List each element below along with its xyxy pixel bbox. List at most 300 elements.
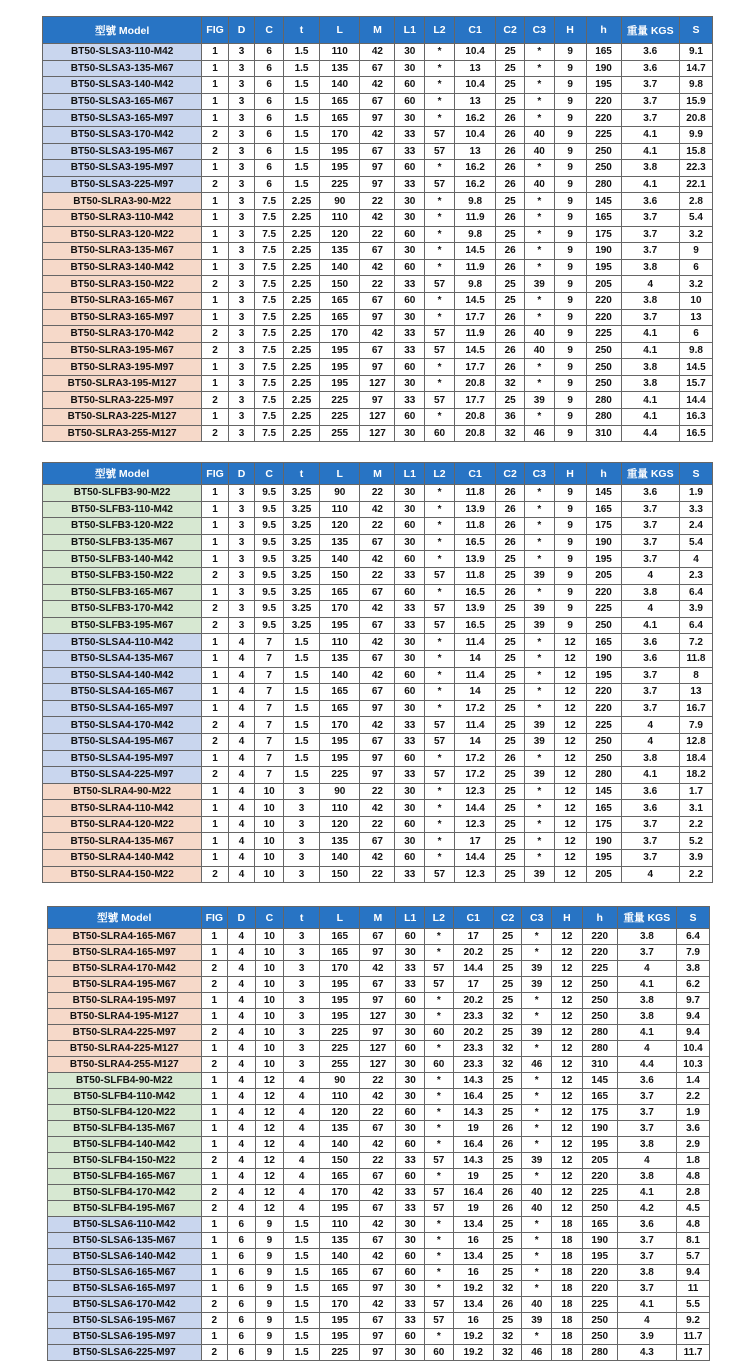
- cell-h-upper: 12: [554, 767, 586, 784]
- cell-c: 12: [255, 1137, 284, 1153]
- cell-l1: 33: [395, 392, 425, 409]
- cell-d: 3: [228, 176, 255, 193]
- cell-l2: 57: [425, 977, 454, 993]
- cell-d: 3: [228, 359, 255, 376]
- cell-c: 6: [255, 176, 284, 193]
- cell-h-lower: 165: [586, 800, 621, 817]
- cell-t: 3: [284, 1025, 320, 1041]
- cell-h-lower: 195: [582, 1137, 617, 1153]
- cell-c3: *: [524, 209, 554, 226]
- cell-d: 4: [228, 993, 256, 1009]
- cell-h-lower: 165: [582, 1217, 617, 1233]
- cell-c3: 39: [524, 767, 554, 784]
- cell-s: 9.7: [677, 993, 710, 1009]
- cell-l: 120: [320, 518, 360, 535]
- cell-l: 110: [320, 209, 360, 226]
- column-header-t: t: [283, 17, 319, 44]
- cell-fig: 1: [201, 945, 227, 961]
- cell-l2: *: [425, 584, 455, 601]
- cell-l: 195: [320, 359, 360, 376]
- cell-c2: 25: [493, 1249, 522, 1265]
- cell-h-lower: 250: [582, 1009, 617, 1025]
- cell-h-lower: 190: [586, 534, 621, 551]
- table-row: [48, 1185, 710, 1201]
- cell-h-lower: 195: [586, 259, 621, 276]
- cell-m: 22: [360, 276, 395, 293]
- cell-s: 9.4: [677, 1009, 710, 1025]
- cell-c2: 25: [496, 292, 525, 309]
- cell-h-lower: 145: [586, 193, 621, 210]
- cell-weight: 3.6: [621, 634, 679, 651]
- cell-c: 10: [255, 816, 284, 833]
- cell-m: 67: [360, 684, 395, 701]
- cell-l1: 60: [395, 584, 425, 601]
- cell-c2: 26: [496, 342, 525, 359]
- cell-weight: 3.8: [617, 1265, 676, 1281]
- cell-c3: 40: [524, 176, 554, 193]
- cell-c: 9.5: [255, 601, 284, 618]
- cell-l2: *: [425, 259, 455, 276]
- cell-fig: 1: [202, 700, 229, 717]
- model-cell: BT50-SLSA6-195-M67: [48, 1313, 202, 1329]
- model-cell: BT50-SLRA4-140-M42: [43, 850, 202, 867]
- cell-h-upper: 9: [554, 551, 586, 568]
- cell-s: 3.9: [679, 601, 712, 618]
- cell-weight: 3.6: [621, 44, 679, 61]
- cell-c3: *: [524, 518, 554, 535]
- cell-t: 1.5: [283, 126, 319, 143]
- cell-weight: 3.7: [621, 700, 679, 717]
- cell-s: 2.4: [679, 518, 712, 535]
- cell-c1: 17.2: [454, 767, 495, 784]
- cell-fig: 2: [201, 1057, 227, 1073]
- cell-c: 9.5: [255, 534, 284, 551]
- model-cell: BT50-SLSA6-140-M42: [48, 1249, 202, 1265]
- cell-t: 3: [284, 961, 320, 977]
- cell-l2: *: [425, 160, 455, 177]
- cell-c1: 20.8: [454, 375, 495, 392]
- cell-l: 135: [320, 650, 360, 667]
- cell-d: 4: [228, 733, 255, 750]
- cell-l2: *: [425, 409, 455, 426]
- table-row: [48, 929, 710, 945]
- table-row: [48, 1153, 710, 1169]
- cell-fig: 1: [201, 1329, 227, 1345]
- cell-d: 3: [228, 193, 255, 210]
- cell-t: 2.25: [283, 259, 319, 276]
- cell-l2: *: [425, 93, 455, 110]
- cell-d: 4: [228, 1025, 256, 1041]
- cell-l1: 60: [395, 551, 425, 568]
- cell-c3: *: [522, 929, 552, 945]
- cell-s: 14.7: [679, 60, 712, 77]
- cell-m: 22: [360, 783, 395, 800]
- cell-d: 3: [228, 276, 255, 293]
- cell-fig: 1: [202, 485, 229, 502]
- cell-h-lower: 205: [586, 866, 621, 883]
- cell-l1: 30: [396, 1089, 425, 1105]
- cell-fig: 1: [201, 993, 227, 1009]
- cell-h-upper: 12: [552, 1185, 583, 1201]
- table-row: [48, 961, 710, 977]
- cell-h-upper: 9: [554, 342, 586, 359]
- cell-c3: *: [522, 1233, 552, 1249]
- cell-weight: 3.7: [621, 518, 679, 535]
- cell-c: 7: [255, 733, 284, 750]
- cell-d: 4: [228, 1105, 256, 1121]
- cell-fig: 1: [201, 1105, 227, 1121]
- cell-m: 127: [360, 1009, 396, 1025]
- cell-h-lower: 250: [582, 1201, 617, 1217]
- cell-c3: 39: [522, 1025, 552, 1041]
- cell-c1: 11.9: [454, 259, 495, 276]
- cell-d: 6: [228, 1281, 256, 1297]
- cell-m: 97: [360, 110, 395, 127]
- cell-c2: 25: [496, 77, 525, 94]
- cell-d: 6: [228, 1249, 256, 1265]
- cell-d: 3: [228, 567, 255, 584]
- cell-c3: *: [522, 945, 552, 961]
- cell-l2: *: [425, 60, 455, 77]
- cell-s: 3.9: [679, 850, 712, 867]
- cell-h-upper: 9: [554, 60, 586, 77]
- cell-s: 5.4: [679, 209, 712, 226]
- cell-m: 22: [360, 1105, 396, 1121]
- cell-fig: 1: [202, 259, 229, 276]
- cell-s: 15.9: [679, 93, 712, 110]
- cell-fig: 2: [201, 1297, 227, 1313]
- cell-weight: 3.8: [617, 993, 676, 1009]
- cell-h-lower: 250: [586, 733, 621, 750]
- model-cell: BT50-SLFB4-135-M67: [48, 1121, 202, 1137]
- cell-weight: 3.8: [617, 1137, 676, 1153]
- cell-l2: *: [425, 1233, 454, 1249]
- cell-h-upper: 12: [554, 634, 586, 651]
- cell-h-lower: 250: [586, 160, 621, 177]
- table-row: [43, 501, 713, 518]
- cell-s: 9.8: [679, 77, 712, 94]
- table-row: [48, 1073, 710, 1089]
- table-row: [43, 783, 713, 800]
- table-row: [43, 143, 713, 160]
- cell-h-lower: 280: [586, 409, 621, 426]
- cell-l2: 57: [425, 276, 455, 293]
- cell-c3: *: [522, 1009, 552, 1025]
- cell-weight: 3.7: [617, 945, 676, 961]
- cell-h-upper: 9: [554, 93, 586, 110]
- cell-c1: 12.3: [454, 816, 495, 833]
- cell-l: 165: [320, 1169, 360, 1185]
- cell-c: 10: [255, 961, 284, 977]
- cell-c2: 26: [496, 359, 525, 376]
- model-cell: BT50-SLRA4-110-M42: [43, 800, 202, 817]
- cell-m: 97: [360, 945, 396, 961]
- cell-h-lower: 190: [586, 833, 621, 850]
- cell-s: 5.4: [679, 534, 712, 551]
- cell-l: 165: [320, 1281, 360, 1297]
- cell-fig: 2: [202, 617, 229, 634]
- cell-l2: *: [425, 1105, 454, 1121]
- table-row: [43, 359, 713, 376]
- cell-c2: 26: [496, 209, 525, 226]
- cell-h-lower: 220: [586, 684, 621, 701]
- cell-c1: 16.4: [453, 1137, 493, 1153]
- cell-c: 10: [255, 850, 284, 867]
- cell-fig: 1: [202, 800, 229, 817]
- table-row: [43, 93, 713, 110]
- cell-c: 12: [255, 1121, 284, 1137]
- cell-h-upper: 9: [554, 309, 586, 326]
- column-header-fig: FIG: [202, 463, 229, 485]
- table-row: [43, 733, 713, 750]
- cell-c3: *: [522, 1217, 552, 1233]
- cell-s: 16.7: [679, 700, 712, 717]
- cell-l1: 60: [396, 1249, 425, 1265]
- cell-c: 7: [255, 634, 284, 651]
- cell-l1: 33: [395, 866, 425, 883]
- cell-d: 3: [228, 326, 255, 343]
- model-cell: BT50-SLSA3-195-M67: [43, 143, 202, 160]
- cell-d: 4: [228, 1201, 256, 1217]
- cell-t: 1.5: [283, 60, 319, 77]
- cell-c1: 16.4: [453, 1089, 493, 1105]
- cell-weight: 4.1: [617, 1185, 676, 1201]
- cell-weight: 3.8: [617, 929, 676, 945]
- cell-m: 67: [360, 534, 395, 551]
- cell-c3: *: [524, 309, 554, 326]
- cell-m: 67: [360, 243, 395, 260]
- cell-t: 1.5: [283, 717, 319, 734]
- cell-h-lower: 195: [586, 850, 621, 867]
- cell-c1: 13: [454, 60, 495, 77]
- table-row: [48, 1137, 710, 1153]
- cell-c: 9.5: [255, 584, 284, 601]
- model-cell: BT50-SLSA3-225-M97: [43, 176, 202, 193]
- cell-c2: 32: [493, 1057, 522, 1073]
- cell-c3: *: [524, 60, 554, 77]
- model-cell: BT50-SLRA4-120-M22: [43, 816, 202, 833]
- cell-h-upper: 9: [554, 601, 586, 618]
- model-cell: BT50-SLFB4-195-M67: [48, 1201, 202, 1217]
- model-cell: BT50-SLFB3-165-M67: [43, 584, 202, 601]
- cell-c: 6: [255, 44, 284, 61]
- table-row: [43, 326, 713, 343]
- cell-h-upper: 18: [552, 1297, 583, 1313]
- spec-table-1: [42, 16, 713, 442]
- cell-weight: 4.4: [621, 425, 679, 442]
- cell-t: 1.5: [284, 1265, 320, 1281]
- table-row: [48, 1233, 710, 1249]
- cell-c: 12: [255, 1169, 284, 1185]
- cell-weight: 3.7: [617, 1121, 676, 1137]
- cell-h-upper: 9: [554, 276, 586, 293]
- cell-l2: *: [425, 292, 455, 309]
- cell-c: 6: [255, 110, 284, 127]
- cell-l2: 57: [425, 567, 455, 584]
- cell-h-upper: 12: [552, 977, 583, 993]
- cell-d: 4: [228, 850, 255, 867]
- table-row: [43, 850, 713, 867]
- column-header-c2: C2: [493, 907, 522, 929]
- model-cell: BT50-SLRA4-90-M22: [43, 783, 202, 800]
- cell-h-upper: 9: [554, 518, 586, 535]
- cell-t: 3.25: [283, 617, 319, 634]
- cell-t: 4: [284, 1105, 320, 1121]
- column-header-c3: C3: [522, 907, 552, 929]
- cell-h-upper: 9: [554, 567, 586, 584]
- cell-d: 6: [228, 1265, 256, 1281]
- cell-c: 6: [255, 60, 284, 77]
- cell-c: 12: [255, 1185, 284, 1201]
- cell-h-lower: 165: [586, 209, 621, 226]
- model-cell: BT50-SLRA4-225-M97: [48, 1025, 202, 1041]
- cell-fig: 1: [202, 44, 229, 61]
- column-header-t: t: [284, 907, 320, 929]
- cell-c: 7.5: [255, 342, 284, 359]
- cell-c1: 13.9: [454, 551, 495, 568]
- cell-c1: 10.4: [454, 77, 495, 94]
- model-cell: BT50-SLSA6-165-M67: [48, 1265, 202, 1281]
- cell-l: 195: [320, 342, 360, 359]
- cell-l1: 30: [395, 44, 425, 61]
- cell-l1: 30: [396, 1057, 425, 1073]
- table-row: [43, 392, 713, 409]
- cell-m: 127: [360, 425, 395, 442]
- table-row: [43, 110, 713, 127]
- cell-c2: 26: [496, 110, 525, 127]
- cell-l2: 57: [425, 176, 455, 193]
- cell-h-upper: 9: [554, 243, 586, 260]
- column-header-t: t: [283, 463, 319, 485]
- cell-l1: 60: [396, 1169, 425, 1185]
- cell-c: 7: [255, 650, 284, 667]
- cell-c3: *: [524, 259, 554, 276]
- cell-t: 3: [284, 929, 320, 945]
- cell-l1: 60: [396, 1105, 425, 1121]
- cell-c3: 39: [524, 617, 554, 634]
- model-cell: BT50-SLRA4-165-M67: [48, 929, 202, 945]
- cell-c1: 20.2: [453, 993, 493, 1009]
- cell-fig: 1: [201, 1281, 227, 1297]
- cell-s: 6: [679, 326, 712, 343]
- cell-c2: 25: [493, 929, 522, 945]
- cell-h-upper: 18: [552, 1217, 583, 1233]
- cell-c2: 26: [496, 485, 525, 502]
- cell-c2: 25: [496, 700, 525, 717]
- cell-c1: 20.8: [454, 409, 495, 426]
- cell-d: 4: [228, 1073, 256, 1089]
- cell-d: 4: [228, 816, 255, 833]
- cell-m: 67: [360, 584, 395, 601]
- cell-c: 7: [255, 700, 284, 717]
- cell-l1: 30: [395, 243, 425, 260]
- cell-h-upper: 12: [554, 783, 586, 800]
- cell-l1: 33: [395, 326, 425, 343]
- cell-c3: *: [522, 1249, 552, 1265]
- cell-l2: *: [425, 993, 454, 1009]
- model-cell: BT50-SLFB4-90-M22: [48, 1073, 202, 1089]
- cell-c3: 39: [522, 1153, 552, 1169]
- cell-l2: *: [425, 1073, 454, 1089]
- cell-m: 22: [360, 567, 395, 584]
- cell-c3: *: [524, 44, 554, 61]
- cell-s: 10: [679, 292, 712, 309]
- cell-fig: 1: [202, 783, 229, 800]
- cell-l1: 33: [396, 961, 425, 977]
- cell-s: 12.8: [679, 733, 712, 750]
- cell-l: 225: [320, 1041, 360, 1057]
- model-cell: BT50-SLRA3-90-M22: [43, 193, 202, 210]
- cell-weight: 3.6: [621, 193, 679, 210]
- cell-l2: *: [425, 309, 455, 326]
- cell-c: 7: [255, 750, 284, 767]
- cell-d: 3: [228, 77, 255, 94]
- cell-fig: 2: [202, 866, 229, 883]
- cell-fig: 2: [201, 1345, 227, 1361]
- cell-l: 140: [320, 259, 360, 276]
- cell-c3: *: [522, 1089, 552, 1105]
- cell-s: 15.8: [679, 143, 712, 160]
- cell-c2: 26: [496, 584, 525, 601]
- cell-d: 6: [228, 1297, 256, 1313]
- cell-c: 7: [255, 667, 284, 684]
- cell-s: 11.7: [677, 1345, 710, 1361]
- cell-fig: 2: [202, 342, 229, 359]
- cell-weight: 3.7: [621, 93, 679, 110]
- cell-c2: 25: [496, 276, 525, 293]
- cell-s: 1.8: [677, 1153, 710, 1169]
- cell-t: 3: [283, 783, 319, 800]
- table-row: [48, 1217, 710, 1233]
- cell-l: 195: [320, 1313, 360, 1329]
- cell-fig: 1: [201, 1265, 227, 1281]
- cell-h-lower: 165: [582, 1089, 617, 1105]
- cell-l: 195: [320, 1009, 360, 1025]
- cell-h-upper: 9: [554, 359, 586, 376]
- cell-l2: *: [425, 1281, 454, 1297]
- cell-c3: 40: [524, 326, 554, 343]
- cell-h-lower: 250: [582, 1329, 617, 1345]
- cell-c: 10: [255, 1009, 284, 1025]
- cell-l2: *: [425, 800, 455, 817]
- cell-l: 90: [320, 193, 360, 210]
- cell-c: 10: [255, 866, 284, 883]
- cell-c1: 13.4: [453, 1297, 493, 1313]
- cell-c3: *: [524, 226, 554, 243]
- cell-c2: 32: [493, 1009, 522, 1025]
- cell-m: 42: [360, 259, 395, 276]
- cell-m: 67: [360, 1265, 396, 1281]
- cell-c2: 25: [496, 850, 525, 867]
- cell-h-lower: 195: [586, 551, 621, 568]
- table-row: [43, 342, 713, 359]
- cell-fig: 2: [202, 425, 229, 442]
- cell-s: 6.4: [677, 929, 710, 945]
- cell-c1: 19: [453, 1201, 493, 1217]
- model-cell: BT50-SLSA4-140-M42: [43, 667, 202, 684]
- cell-l2: *: [425, 667, 455, 684]
- cell-s: 18.2: [679, 767, 712, 784]
- cell-h-lower: 145: [582, 1073, 617, 1089]
- cell-c3: 39: [524, 392, 554, 409]
- cell-h-lower: 165: [586, 634, 621, 651]
- cell-c3: 40: [522, 1201, 552, 1217]
- cell-l1: 33: [395, 143, 425, 160]
- cell-c: 12: [255, 1153, 284, 1169]
- column-header-l2: L2: [425, 17, 455, 44]
- cell-c2: 26: [493, 1185, 522, 1201]
- cell-c1: 10.4: [454, 126, 495, 143]
